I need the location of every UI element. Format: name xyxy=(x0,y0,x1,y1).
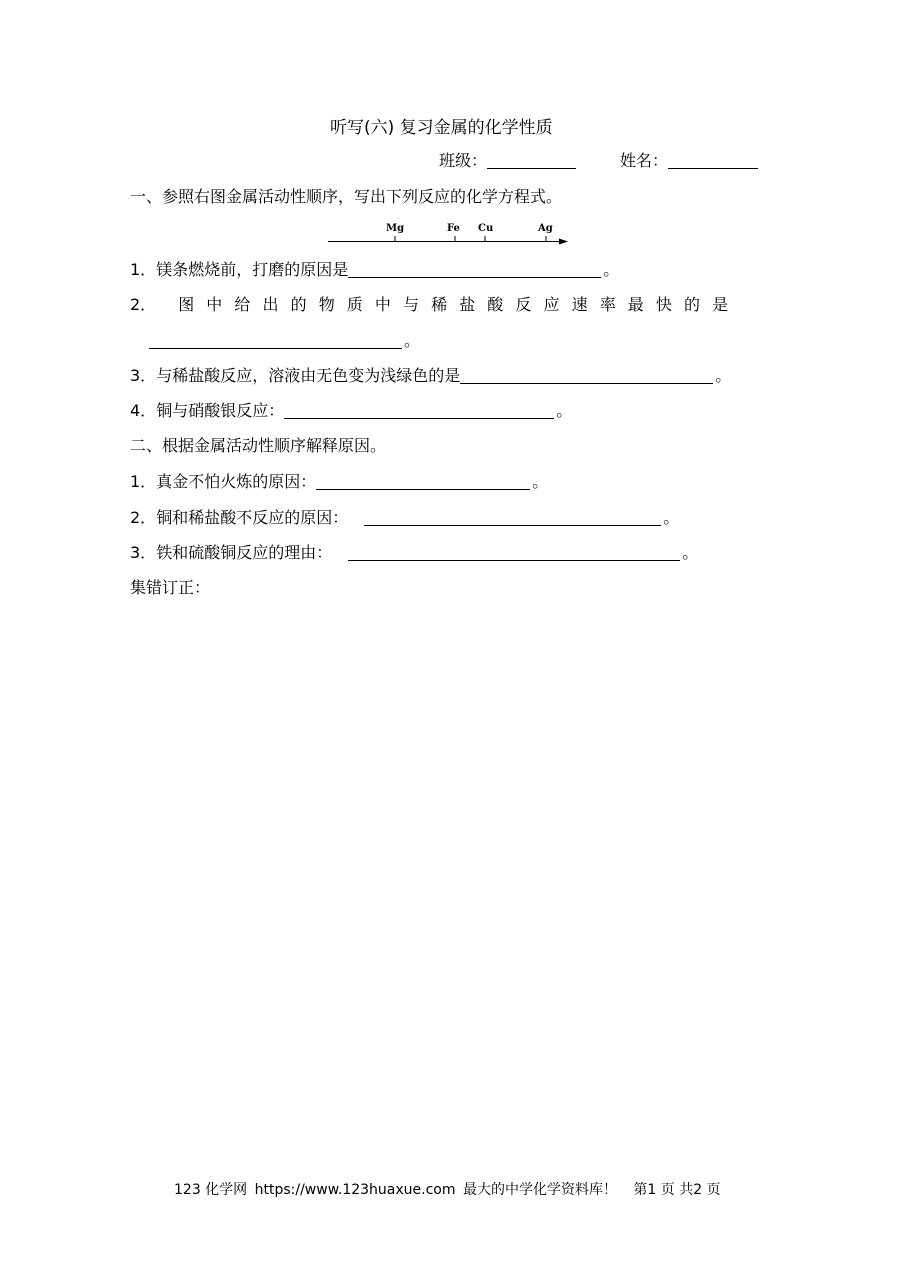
footer-page-number: 第1 页 共2 页 xyxy=(633,1182,721,1198)
s2-q1-answer-blank[interactable] xyxy=(316,473,530,490)
name-blank[interactable] xyxy=(668,152,758,169)
activity-series-scale xyxy=(328,222,568,248)
s2-q3-number: 3． xyxy=(130,543,157,562)
footer-url[interactable]: https://www.123huaxue.com xyxy=(254,1182,456,1198)
s2-question-3 xyxy=(130,543,698,563)
section1-heading: 一、参照右图金属活动性顺序，写出下列反应的化学方程式。 xyxy=(130,187,563,206)
s1-q4-answer-blank[interactable] xyxy=(284,402,554,419)
s2-q2-answer-blank[interactable] xyxy=(364,509,661,526)
s1-q2-end: 。 xyxy=(404,331,421,350)
name-label: 姓名： xyxy=(620,151,669,170)
s1-q1-number: 1． xyxy=(130,260,157,279)
s1-question-2-answer xyxy=(149,331,420,351)
s2-q3-text: 铁和硫酸铜反应的理由： xyxy=(156,543,333,562)
s1-q2-answer-blank[interactable] xyxy=(149,332,402,349)
s1-question-4 xyxy=(130,401,572,421)
s1-q4-text: 铜与硝酸银反应： xyxy=(156,401,285,420)
s1-q2-text: 图中给出的物质中与稀盐酸反应速率最快的是 xyxy=(178,295,741,314)
s1-q4-number: 4． xyxy=(130,401,157,420)
footer-site: 123 化学网 xyxy=(174,1182,248,1198)
scale-label-fe: Fe xyxy=(447,223,460,234)
s1-q1-answer-blank[interactable] xyxy=(348,261,601,278)
s1-question-1 xyxy=(130,260,619,280)
s2-question-1 xyxy=(130,472,548,492)
s2-q2-text: 铜和稀盐酸不反应的原因： xyxy=(156,508,349,527)
footer-slogan: 最大的中学化学资料库！ xyxy=(462,1182,617,1198)
s1-q3-text: 与稀盐酸反应，溶液由无色变为浅绿色的是 xyxy=(156,366,461,385)
s1-q1-text: 镁条燃烧前，打磨的原因是 xyxy=(156,260,349,279)
s2-q1-number: 1． xyxy=(130,472,157,491)
class-label: 班级： xyxy=(439,151,488,170)
scale-arrow xyxy=(328,222,568,248)
s1-q3-number: 3． xyxy=(130,366,157,385)
class-blank[interactable] xyxy=(487,152,576,169)
section2-heading: 二、根据金属活动性顺序解释原因。 xyxy=(130,436,387,455)
s1-q4-end: 。 xyxy=(556,401,573,420)
s1-q3-answer-blank[interactable] xyxy=(460,367,713,384)
corrections-label: 集错订正： xyxy=(130,578,211,597)
s1-q2-number: 2． xyxy=(130,295,157,314)
page-title: 听写(六) 复习金属的化学性质 xyxy=(330,118,553,138)
s1-q3-end: 。 xyxy=(715,366,732,385)
s1-q1-end: 。 xyxy=(603,260,620,279)
s2-q2-number: 2． xyxy=(130,508,157,527)
s2-q2-end: 。 xyxy=(663,508,680,527)
scale-label-mg: Mg xyxy=(386,223,405,234)
scale-label-cu: Cu xyxy=(478,223,494,234)
class-field xyxy=(439,151,576,171)
scale-label-ag: Ag xyxy=(538,223,553,234)
s1-question-2 xyxy=(130,295,740,315)
s2-q1-end: 。 xyxy=(532,472,549,491)
s1-question-3 xyxy=(130,366,731,386)
name-field xyxy=(620,151,758,171)
s2-q1-text: 真金不怕火炼的原因： xyxy=(156,472,317,491)
s2-q3-end: 。 xyxy=(682,543,699,562)
s2-question-2 xyxy=(130,508,679,528)
s2-q3-answer-blank[interactable] xyxy=(348,544,680,561)
page-footer xyxy=(174,1181,721,1199)
